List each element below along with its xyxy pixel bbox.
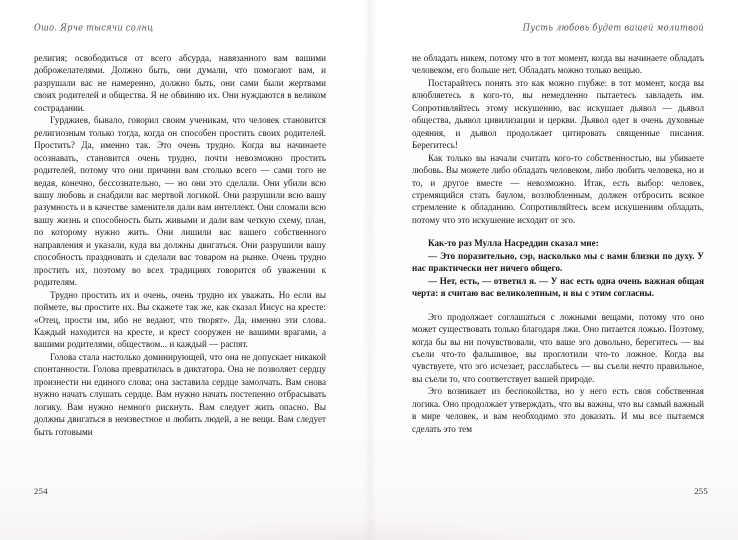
- paragraph: Эго возникает из беспокойства, но у него есть своя собственная логика. Оно продолжает утверждать, что вы важны, что вы самый важный в мире человек, и вам необходимо это доказать. И мы все пытаемся сделать это тем: [412, 386, 704, 434]
- right-page: [369, 0, 738, 540]
- left-running-head: Ошо. Ярче тысячи солнц: [34, 22, 154, 33]
- right-page-content: [412, 0, 704, 540]
- anecdote-dialog-paragraph: — Нет, есть, — ответил я. — У нас есть одна очень важная общая черта: я считаю вас великолепным, и вы с этим согласны.: [412, 275, 704, 299]
- paragraph: Гурджиев, бывало, говорил своим ученикам, что человек становится религиозным только тогда, когда он способен простить своих родителей. Простить? Да, именно так. Это очень трудно. Когда вы начинаете осознавать, становится очень трудно, почти невозможно простить родителей, потому что они причини вам столько всего — сами того не ведая, конечно, бессознательно, — но они это сделали. Они убили всю вашу любовь и снабдили вас мертвой логикой. Они разрушили всю вашу разумность и в качестве заменителя дали вам интеллект. Они сломали всю вашу жизнь и способность быть живыми и дали вам четкую схему, план, по которому нужно жить. Они лишили вас вашего собственного направления и указали, куда вы должны двигаться. Они разрушили вашу способность праздновать и сделали вас товаром на рынке. Очень трудно простить их, поэтому во всех традициях говорится об уважении к родителям.: [34, 115, 326, 288]
- paragraph: Трудно простить их и очень, очень трудно их уважать. Но если вы поймете, вы простите их. Вы скажете так же, как сказал Иисус на кресте: «Отец, прости им, ибо не ведают, что творят». Да, именно эти слова. Каждый находится на кресте, и крест сооружен не вашими врагами, а вашими родителями, обществом... и каждый — распят.: [34, 289, 326, 350]
- paragraph: Постарайтесь понять это как можно глубже: в тот момент, когда вы влюбляетесь в кого-то, вы немедленно пытаетесь завладеть им. Сопротивляйтесь этому искушению, вас искушает дьявол — дьявол общества, дьявол цивилизации и церкви. Дьявол одет в очень духовные одеяния, и дьявол продолжает цитировать священные писания. Берегитесь!: [412, 77, 704, 151]
- paragraph: Эго продолжает соглашаться с ложными вещами, потому что оно может существовать только благодаря лжи. Оно питается ложью. Поэтому, когда бы вы ни почувствовали, что ваше эго довольно, берегитесь — вы съели что-то фальшивое, вы проглотили что-то ложное. Когда вы чувствуете, что эго исчезает, расслабьтесь — вы съели нечто правильное, вы съели то, что соответствует вашей природе.: [412, 311, 704, 384]
- right-page-number: 255: [694, 486, 708, 496]
- paragraph: Как только вы начали считать кого-то собственностью, вы убиваете любовь. Вы можете либо обладать человеком, либо любить человека, но и то, и другое вместе — невозможно. Итак, есть выбор: человек, стремящийся стать баулом, возлюбленным, должен отбросить всякое стремление к обладанию. Сопротивляйтесь всем искушениям обладать, потому что это искушение исходит от эго.: [412, 152, 704, 225]
- paragraph: не обладать никем, потому что в тот момент, когда вы начинаете обладать человеком, его больше нет. Обладать можно только вещью.: [412, 53, 704, 76]
- left-page-number: 254: [34, 486, 48, 496]
- left-page-content: [34, 0, 326, 540]
- right-running-head: Пусть любовь будет вашей молитвой: [522, 22, 704, 33]
- anecdote-dialog-paragraph: — Это поразительно, сэр, насколько мы с вами близки по духу. У нас практически нет ничего общего.: [412, 250, 704, 274]
- left-page-body: [34, 52, 326, 438]
- paragraph: религия; освободиться от всего абсурда, навязанного вам вашими доброжелателями. Должно быть, они думали, что помогают вам, и разрушали вас не намеренно, должно быть, они сами были жертвами своих родителей и общества. Я не обвиняю их. Они нуждаются в великом сострадании.: [34, 53, 326, 113]
- right-page-body: [412, 52, 704, 435]
- anecdote-intro-paragraph: Как-то раз Мулла Насреддин сказал мне:: [428, 238, 599, 249]
- paragraph: Голова стала настолько доминирующей, что она не допускает никакой спонтанности. Голова превратилась в диктатора. Она не позволяет сердцу произнести ни единого слова; она заставила сердце замолчать. Вам снова нужно начать слушать сердце. Вам нужно начать постепенно отбрасывать логику. Вам нужно немного рискнуть. Вам следует жить опасно. Вы должны двигаться в неизвестное и любить людей, а не вещи. Вам следует быть готовыми: [34, 351, 326, 437]
